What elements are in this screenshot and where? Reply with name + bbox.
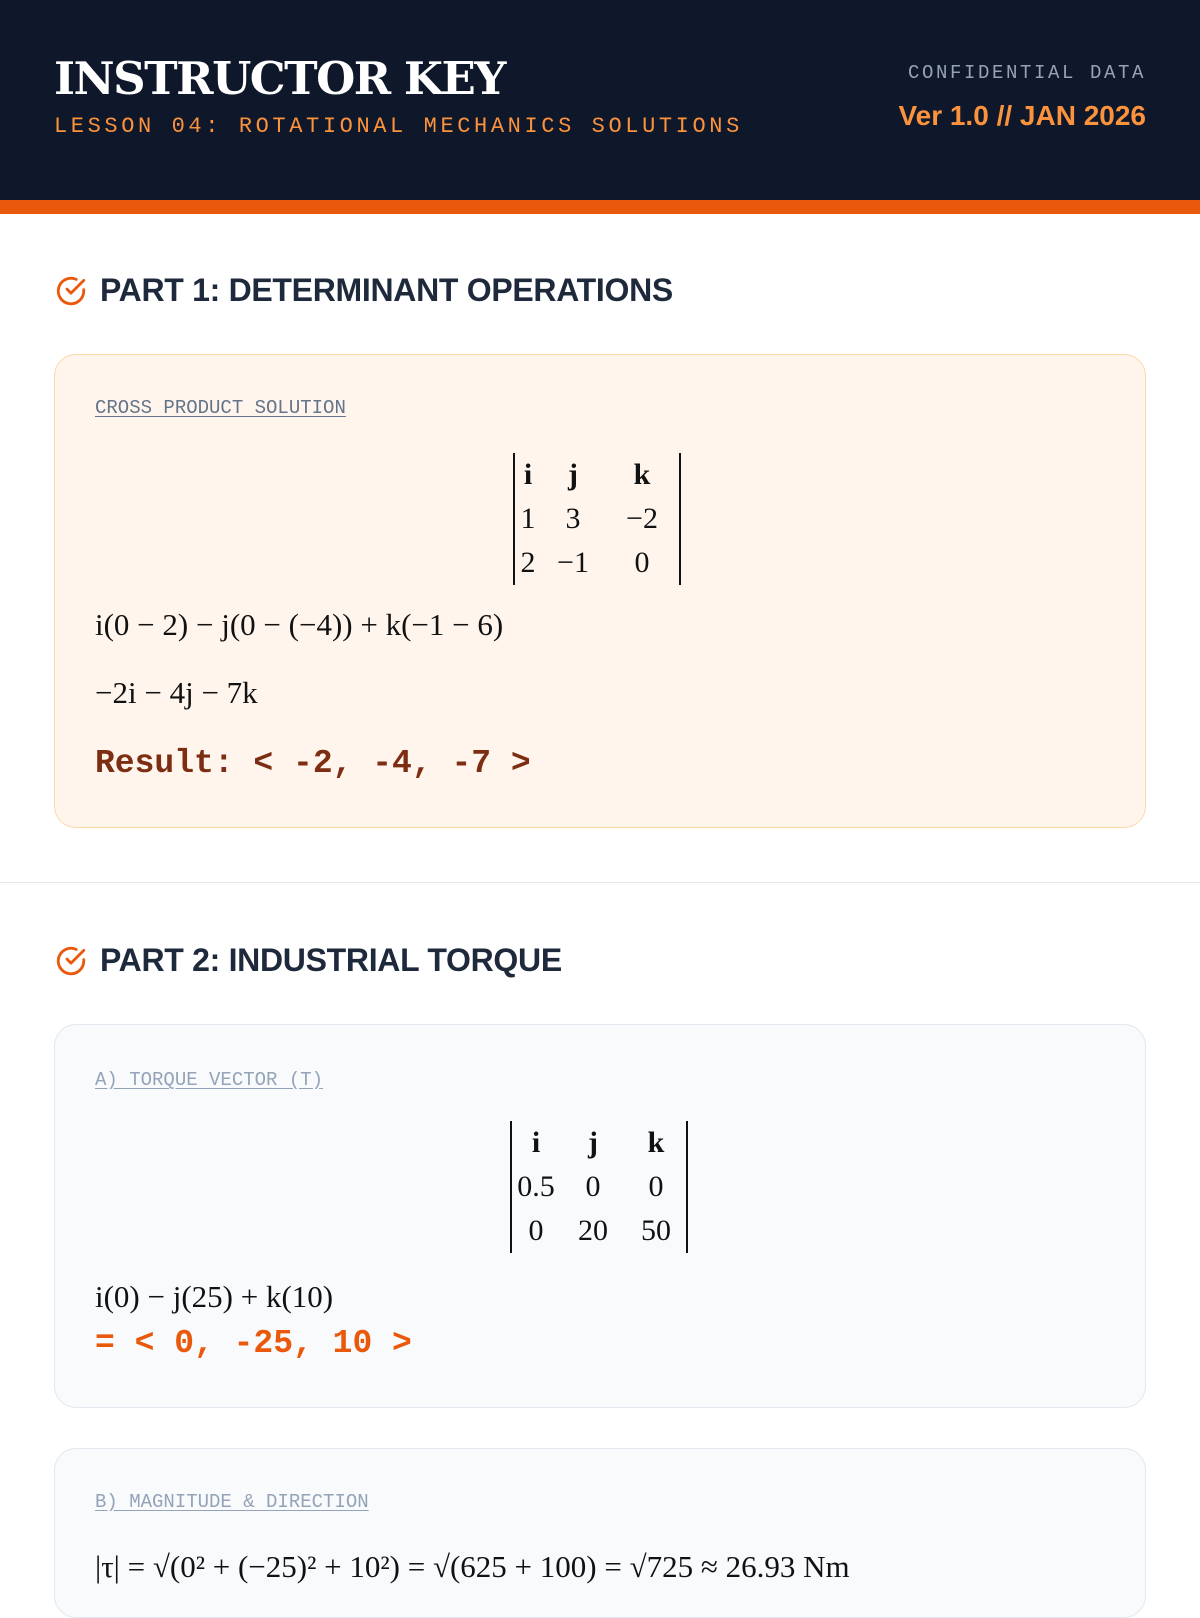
torque-expansion: i(0) − j(25) + k(10) — [95, 1279, 334, 1314]
det-cell: 0.5 — [517, 1170, 555, 1203]
part1-heading — [54, 272, 673, 309]
part2-title: PART 2: INDUSTRIAL TORQUE — [100, 942, 562, 978]
cross-product-result: Result: < -2, -4, -7 > — [95, 745, 531, 782]
cross-product-label: CROSS PRODUCT SOLUTION — [95, 397, 346, 419]
part2-heading — [54, 942, 562, 979]
simplified-equation: −2i − 4j − 7k — [95, 675, 258, 710]
det-cell: i — [523, 458, 533, 491]
part1-title: PART 1: DETERMINANT OPERATIONS — [100, 272, 673, 308]
confidential-label: CONFIDENTIAL DATA — [907, 62, 1146, 84]
section-divider — [0, 882, 1200, 883]
torque-result: = < 0, -25, 10 > — [95, 1325, 412, 1362]
det-cell: 0 — [585, 1170, 601, 1203]
magnitude-formula: |τ| = √(0² + (−25)² + 10²) = √(625 + 100) = √725 ≈ 26.93 Nm — [95, 1549, 850, 1584]
det-cell: −2 — [626, 502, 658, 535]
document-subtitle: LESSON 04: ROTATIONAL MECHANICS SOLUTIONS — [54, 114, 743, 139]
torque-determinant — [510, 1121, 688, 1253]
det-cell: 50 — [641, 1214, 671, 1247]
det-cell: 0 — [528, 1214, 544, 1247]
det-cell: 20 — [578, 1214, 608, 1247]
det-cell: j — [568, 458, 578, 491]
cross-product-determinant — [513, 453, 681, 585]
det-cell: −1 — [557, 546, 589, 579]
magnitude-label: B) MAGNITUDE & DIRECTION — [95, 1491, 369, 1513]
det-cell: 0 — [634, 546, 650, 579]
header-bar — [0, 0, 1200, 200]
det-cell: k — [647, 1126, 665, 1159]
magnitude-card — [54, 1448, 1146, 1618]
det-cell: j — [588, 1126, 598, 1159]
header-accent-stripe — [0, 200, 1200, 214]
expansion-equation: i(0 − 2) − j(0 − (−4)) + k(−1 − 6) — [95, 607, 504, 642]
check-circle-icon — [54, 274, 88, 308]
det-cell: 2 — [520, 546, 536, 579]
det-cell: i — [531, 1126, 541, 1159]
torque-vector-label: A) TORQUE VECTOR (T) — [95, 1069, 324, 1091]
version-label: Ver 1.0 // JAN 2026 — [898, 100, 1146, 131]
det-cell: k — [633, 458, 651, 491]
check-circle-icon — [54, 944, 88, 978]
det-cell: 0 — [648, 1170, 664, 1203]
torque-vector-card — [54, 1024, 1146, 1408]
cross-product-card — [54, 354, 1146, 828]
document-title: INSTRUCTOR KEY — [54, 52, 505, 105]
det-cell: 3 — [565, 502, 581, 535]
det-cell: 1 — [520, 502, 536, 535]
